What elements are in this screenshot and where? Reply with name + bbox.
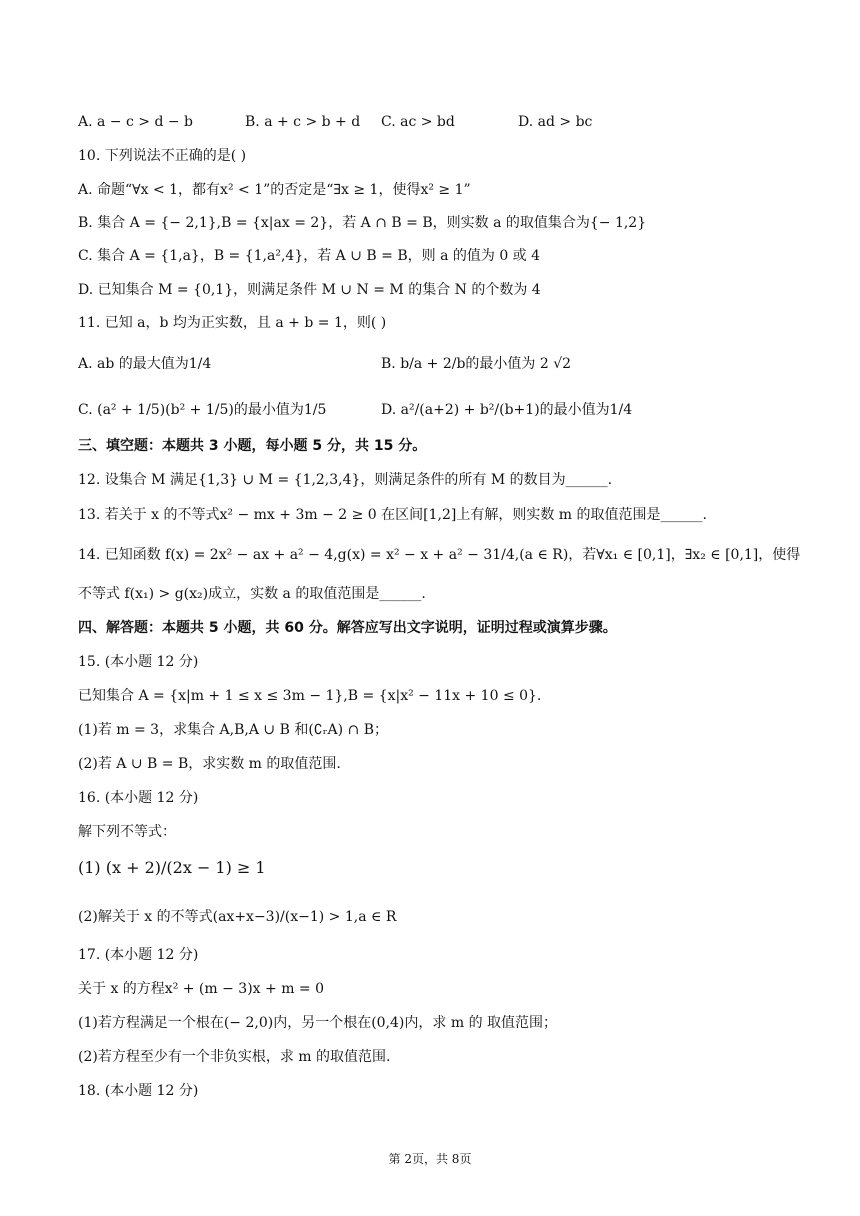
q10-option-a: A. 命题“∀x < 1，都有x² < 1”的否定是“∃x ≥ 1，使得x² ≥ 1” bbox=[78, 182, 471, 198]
q16-heading: 16. (本小题 12 分) bbox=[78, 790, 199, 806]
q16-stem: 解下列不等式： bbox=[78, 824, 176, 840]
q11-option-d: D. a²/(a+2) + b²/(b+1)的最小值为1/4 bbox=[381, 402, 633, 418]
q16-part-2: (2)解关于 x 的不等式(ax+x−3)/(x−1) > 1,a ∈ R bbox=[78, 909, 397, 925]
q11-option-c: C. (a² + 1/5)(b² + 1/5)的最小值为1/5 bbox=[78, 402, 327, 418]
q9-option-c: C. ac > bd bbox=[381, 114, 455, 130]
q9-option-a: A. a − c > d − b bbox=[78, 114, 194, 130]
q17-stem: 关于 x 的方程x² + (m − 3)x + m = 0 bbox=[78, 981, 325, 997]
q17-part-1: (1)若方程满足一个根在(− 2,0)内，另一个根在(0,4)内，求 m 的 取值范围； bbox=[78, 1015, 558, 1031]
q12-text: 12. 设集合 M 满足{1,3} ∪ M = {1,2,3,4}，则满足条件的所有 M 的数目为______. bbox=[78, 472, 613, 488]
q9-option-d: D. ad > bc bbox=[518, 114, 593, 130]
page-footer: 第 2页，共 8页 bbox=[388, 1152, 472, 1166]
q10-option-c: C. 集合 A = {1,a}，B = {1,a²,4}，若 A ∪ B = B，则 a 的值为 0 或 4 bbox=[78, 248, 541, 264]
q15-stem: 已知集合 A = {x|m + 1 ≤ x ≤ 3m − 1},B = {x|x² − 11x + 10 ≤ 0}. bbox=[78, 688, 542, 704]
q11-stem: 11. 已知 a，b 均为正实数，且 a + b = 1，则( ) bbox=[78, 315, 387, 331]
q14-line-2: 不等式 f(x₁) > g(x₂)成立，实数 a 的取值范围是______. bbox=[78, 586, 426, 602]
section-4-heading: 四、解答题：本题共 5 小题，共 60 分。解答应写出文字说明，证明过程或演算步骤。 bbox=[78, 620, 617, 636]
q17-part-2: (2)若方程至少有一个非负实根，求 m 的取值范围. bbox=[78, 1049, 391, 1065]
q11-option-a: A. ab 的最大值为1/4 bbox=[78, 356, 212, 372]
q18-heading: 18. (本小题 12 分) bbox=[78, 1083, 199, 1099]
q15-part-2: (2)若 A ∪ B = B，求实数 m 的取值范围. bbox=[78, 756, 341, 772]
q9-option-b: B. a + c > b + d bbox=[245, 114, 361, 130]
q16-part-1: (1) (x + 2)/(2x − 1) ≥ 1 bbox=[78, 858, 266, 877]
q10-option-b: B. 集合 A = {− 2,1},B = {x|ax = 2}，若 A ∩ B = B，则实数 a 的取值集合为{− 1,2} bbox=[78, 215, 647, 231]
q15-heading: 15. (本小题 12 分) bbox=[78, 654, 199, 670]
q17-heading: 17. (本小题 12 分) bbox=[78, 947, 199, 963]
q15-part-1: (1)若 m = 3，求集合 A,B,A ∪ B 和(∁ᵣA) ∩ B； bbox=[78, 722, 389, 738]
q14-line-1: 14. 已知函数 f(x) = 2x² − ax + a² − 4,g(x) = x² − x + a² − 31/4,(a ∈ R)，若∀x₁ ∈ [0,1]，∃x₂ ∈ [0,1]，使得 bbox=[78, 547, 801, 563]
section-3-heading: 三、填空题：本题共 3 小题，每小题 5 分，共 15 分。 bbox=[78, 438, 427, 454]
q10-option-d: D. 已知集合 M = {0,1}，则满足条件 M ∪ N = M 的集合 N 的个数为 4 bbox=[78, 282, 541, 298]
q11-option-b: B. b/a + 2/b的最小值为 2 √2 bbox=[381, 356, 572, 372]
q10-stem: 10. 下列说法不正确的是( ) bbox=[78, 148, 247, 164]
q13-text: 13. 若关于 x 的不等式x² − mx + 3m − 2 ≥ 0 在区间[1,2]上有解，则实数 m 的取值范围是______. bbox=[78, 507, 707, 523]
